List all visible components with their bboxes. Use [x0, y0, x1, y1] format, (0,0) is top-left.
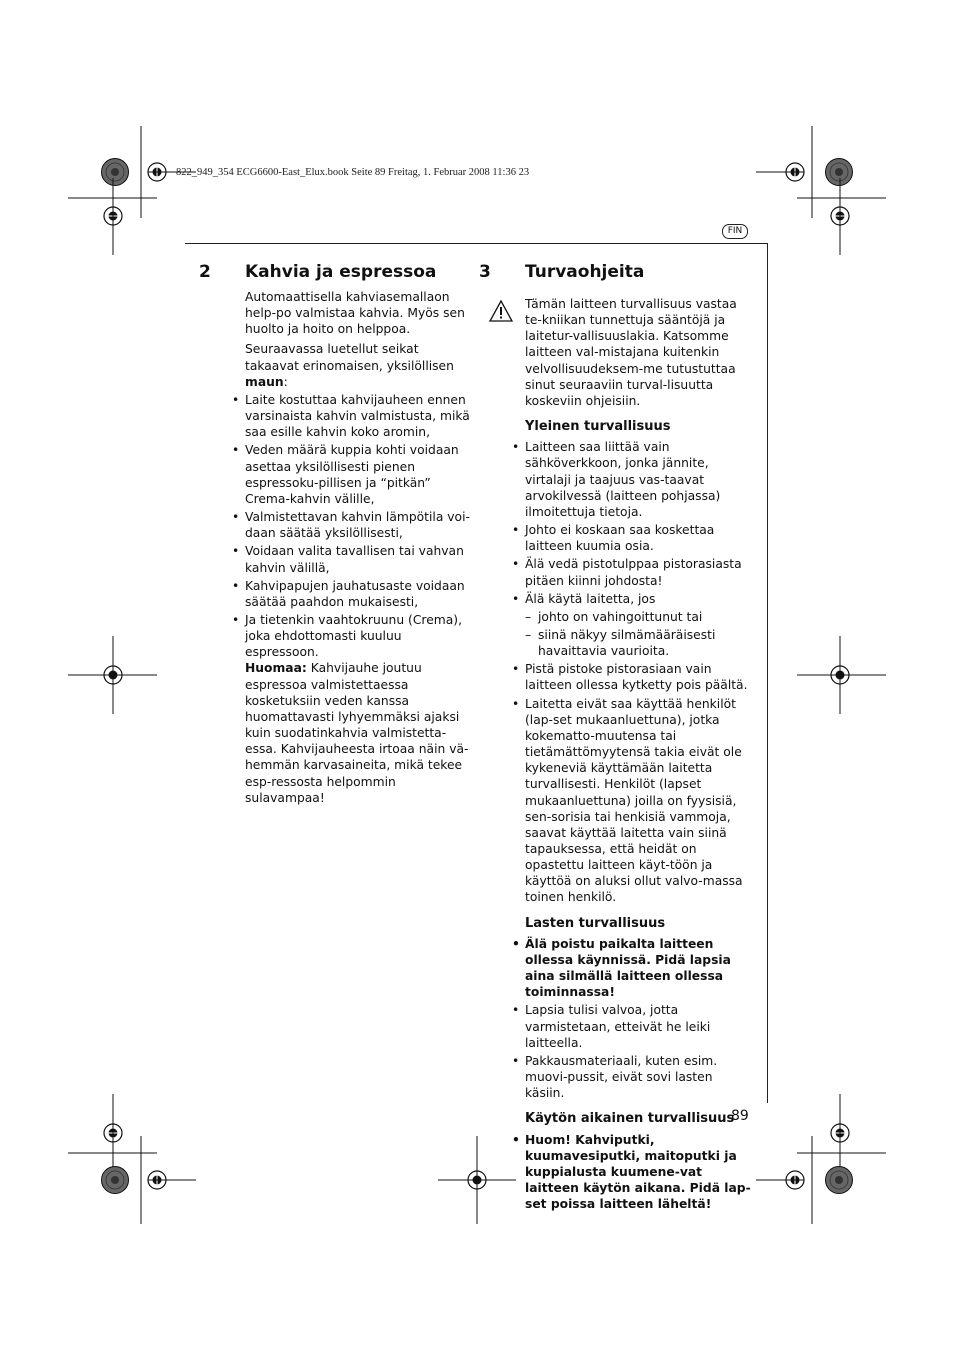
list-item: • Kahvipapujen jauhatusaste voidaan säätää paahdon mukaisesti, [245, 578, 475, 610]
operation-safety-list [525, 1132, 753, 1213]
list-item: • Älä poistu paikalta laitteen ollessa käynnissä. Pidä lapsia aina silmällä laitteen ollessa toiminnassa! [525, 936, 753, 1001]
section-3-number: 3 [479, 262, 491, 282]
list-item: • Älä vedä pistotulppaa pistorasiasta pitäen kiinni johdosta! [525, 556, 753, 588]
top-rule [185, 243, 767, 244]
list-item: • Johto ei koskaan saa koskettaa laitteen kuumia osia. [525, 522, 753, 554]
list-item: • Ja tietenkin vaahtokruunu (Crema), joka ehdottomasti kuuluu espressoon. [245, 612, 475, 660]
section-3-body [525, 296, 753, 1212]
section-3-intro: Tämän laitteen turvallisuus vastaa te-kniikan tunnettuja sääntöjä ja laitetur-vallisuuslakia. Katsomme laitteen val-mistajana kuitenkin velvollisuudeksem-me tutustuttaa sinut seuraaviin turval-lisuutta koskeviin ohjeisiin. [525, 297, 737, 408]
list-item: • Laite kostuttaa kahvijauheen ennen varsinaista kahvin valmistusta, mikä saa esille kahvin koko aromin, [245, 392, 475, 440]
general-safety-heading: Yleinen turvallisuus [525, 419, 671, 435]
margin-rule [767, 243, 768, 1103]
child-safety-list [525, 936, 753, 1102]
list-item: • Veden määrä kuppia kohti voidaan asettaa yksilöllisesti pienen espressoku-pillisen ja “pitkän” Crema-kahvin välille, [245, 442, 475, 507]
section-2-bullet-list [245, 392, 475, 661]
list-item: • Laitetta eivät saa käyttää henkilöt (lap-set mukaanluettuna), jotka kokematto-muutensa tai tietämättömyytensä takia eivät ole kykeneviä käyttämään laitetta turvallisesti. Henkilöt (lapset mukaanluettuna) joilla on fyysisiä, sen-sorisia tai henkisiä vammoja, saavat käyttää laitetta vain siinä tapauksessa, että heidät on opastettu laitteen käyt-töön ja käyttöä on aluksi ollut valvo-massa toinen henkilö. [525, 696, 753, 906]
list-item: • Pistä pistoke pistorasiaan vain laitteen ollessa kytketty pois päältä. [525, 661, 753, 693]
warning-triangle-icon [489, 300, 513, 322]
list-item: • Laitteen saa liittää vain sähköverkkoon, jonka jännite, virtalaji ja taajuus vas-taavat arvokilvessä (laitteen pohjassa) ilmoitettuja tietoja. [525, 439, 753, 520]
list-item: • Älä käytä laitetta, jos [525, 591, 753, 607]
list-item: • Huom! Kahviputki, kuumavesiputki, maitoputki ja kuppialusta kuumene-vat laitteen käytön aikana. Pidä lap-set poissa laitteen läheltä! [525, 1132, 753, 1213]
section-2-body [245, 289, 475, 806]
list-item: • Lapsia tulisi valvoa, jotta varmistetaan, etteivät he leiki laitteella. [525, 1002, 753, 1050]
sub-list-item: – johto on vahingoittunut tai [525, 609, 753, 625]
section-2-intro-b: Seuraavassa luetellut seikat takaavat erinomaisen, yksilöllisen maun: [245, 342, 454, 389]
section-3-title: Turvaohjeita [525, 262, 645, 282]
sub-list-item: – siinä näkyy silmämääräisesti havaittavia vaurioita. [525, 627, 753, 659]
list-item: • Pakkausmateriaali, kuten esim. muovi-pussit, eivät sovi lasten käsiin. [525, 1053, 753, 1101]
section-2-title: Kahvia ja espressoa [245, 262, 437, 282]
operation-safety-heading: Käytön aikainen turvallisuus [525, 1111, 735, 1127]
list-item: • Valmistettavan kahvin lämpötila voi-daan säätää yksilöllisesti, [245, 509, 475, 541]
page-number: 89 [731, 1108, 749, 1124]
language-badge: FIN [722, 224, 748, 239]
child-safety-heading: Lasten turvallisuus [525, 915, 666, 931]
section-2-intro-a: Automaattisella kahviasemallaon help-po valmistaa kahvia. Myös sen huolto ja hoito on helppoa. [245, 290, 465, 337]
section-2-number: 2 [199, 262, 211, 282]
print-header: 822_949_354 ECG6600-East_Elux.book Seite 89 Freitag, 1. Februar 2008 11:36 23 [176, 167, 530, 178]
general-safety-list [525, 439, 753, 905]
section-2-note: Huomaa: Kahvijauhe joutuu espressoa valmistettaessa kosketuksiin veden kanssa huomattavasti lyhyemmäksi ajaksi kuin suodatinkahvia valmistetta-essa. Kahvijauheesta irtoaa näin vä-hemmän karvasaineita, mikä tekee esp-ressosta helpommin sulavampaa! [245, 661, 469, 805]
list-item: • Voidaan valita tavallisen tai vahvan kahvin välillä, [245, 543, 475, 575]
